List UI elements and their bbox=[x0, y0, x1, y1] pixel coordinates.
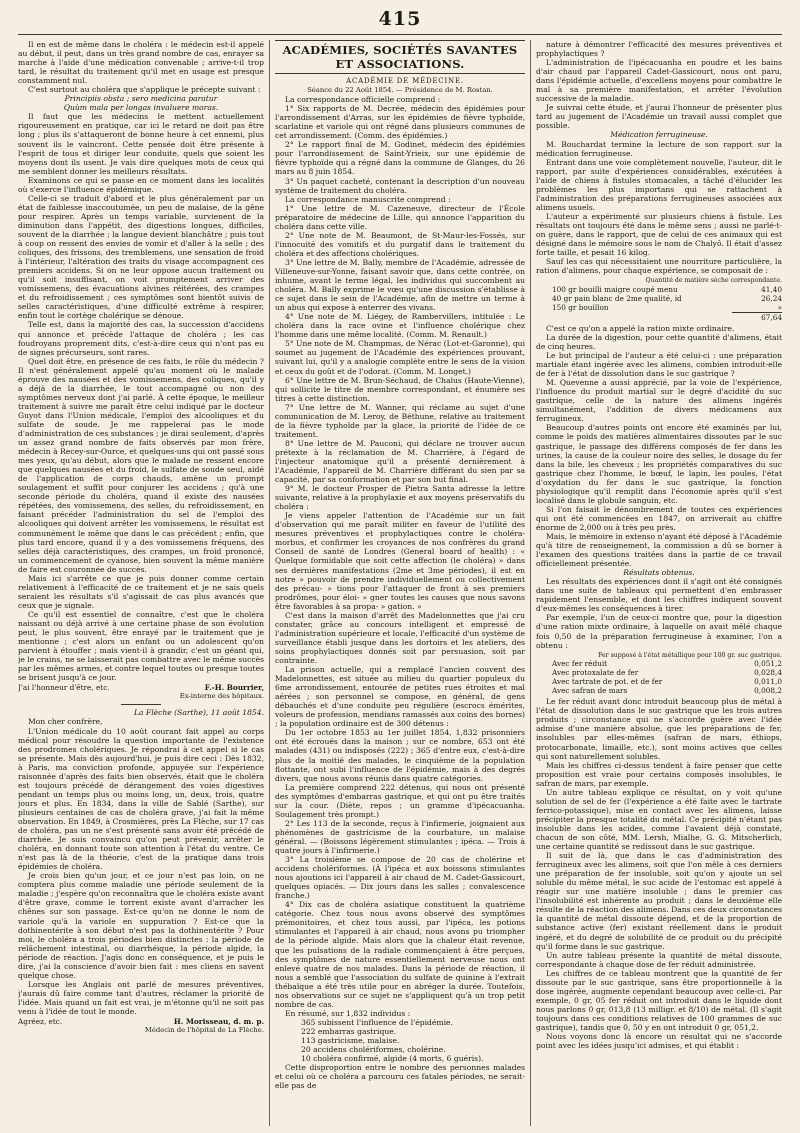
paragraph: Il faut que les médecins le mettent actuellement rigoureusement en pratique, car ici le retard ne doit pas être long ; plus ils s'attaqueront de bonne heure à cet ennemi, plus souvent ils le vaincront. Cette pensée doit être présente à l'esprit de tous et diriger leur conduite, quels que soient les moyens dont ils usent. Je vais dire quelques mots de ceux qui me semblent donner les meilleurs résultats. bbox=[18, 112, 264, 176]
paragraph: Il en est de même dans le choléra : le médecin est-il appelé au début, il peut, dans un très grand nombre de cas, enrayer sa marche à l'aide d'une médication convenable ; arrive-t-il trop tard, le résultat du traitement qu'il met en usage est presque constamment nul. bbox=[18, 40, 264, 86]
column-2 bbox=[275, 40, 525, 1128]
signature-block bbox=[18, 1017, 264, 1026]
ration-total: 67,64 bbox=[732, 312, 782, 322]
list-item: 222 embarras gastrique. bbox=[301, 1026, 397, 1036]
paragraph: Un autre tableau explique ce résultat, on y voit qu'une solution de sel de fer (l'expérience a été faite avec le tartrate ferrico-potassique), mise en contact avec les alimens, laisse précipiter la presque totalité du métal. Ce précipité n'étant pas insoluble dans les acides, comme l'avaient déjà constaté, chacun de son côté, MM. Lersh, Mialhe, G. G. Mitscherlich, une certaine quantité se redissout dans le suc gastrique. bbox=[536, 787, 782, 852]
iron-row bbox=[552, 677, 782, 686]
paragraph: Les résultats des expériences dont il s'agit ont été consignés dans une suite de tableaux qui permettent d'en embrasser rapidement l'ensemble, et dont les chiffres indiquent souvent d'eux-mêmes les conséquences à tirer. bbox=[536, 577, 782, 614]
iron-row bbox=[552, 659, 782, 668]
paragraph: Cette disproportion entre le nombre des personnes malades et celui où ce choléra a parcouru ces fatales périodes, ne serait-elle pas de bbox=[275, 1063, 525, 1091]
paragraph: 4° Une note de M. Liégey, de Rambervillers, intitulée : Le choléra dans la race ovine et l'influence cholérique chez l'homme dans une même localité. (Comm. M. Renault.) bbox=[275, 312, 525, 340]
iron-item: Avec tartrate de pot. et de fer bbox=[552, 677, 663, 687]
session-line: Séance du 22 Août 1854. — Présidence de M. Rostan. bbox=[307, 86, 493, 95]
paragraph: 1° Six rapports de M. Decrée, médecin des épidémies pour l'arrondissement d'Arras, sur les épidémies de fièvre typhoïde, scarlatine et variole qui ont régné dans plusieurs communes de cet arrondissement. (Comm. des épidémies.) bbox=[275, 104, 525, 141]
column-divider bbox=[530, 40, 531, 1126]
paragraph: Entrant dans une voie complètement nouvelle, l'auteur, dit le rapport, par suite d'expériences considérables, exécutées à l'aide de chiens à fistules stomacales, a tâché d'élucider les problèmes les plus importans qui se rattachent à l'administration des préparations ferrugineuses associées aux alimens usuels. bbox=[536, 157, 782, 212]
iron-row bbox=[552, 668, 782, 677]
paragraph: La première comprend 222 détenus, qui nous ont présenté des symptômes d'embarras gastrique, et qui ont pu être traités sur la cour. (Diète, repos ; un gramme d'ipécacuanha. Soulagement très prompt.) bbox=[275, 782, 525, 819]
paragraph: Examinons ce qui se passe en ce moment dans les localités où s'exerce l'influence épidémique. bbox=[18, 175, 264, 194]
paragraph: Sauf les cas qui nécessitaient une nourriture particulière, la ration d'alimens, pour chaque expérience, se composait de : bbox=[536, 257, 782, 276]
paragraph: C'est ce qu'on a appelé la ration mixte ordinaire. bbox=[546, 323, 735, 333]
iron-item: Avec fer réduit bbox=[552, 659, 608, 669]
iron-value: 0,008,2 bbox=[754, 686, 782, 696]
paragraph: La correspondance officielle comprend : bbox=[285, 95, 441, 105]
paragraph: Si l'on faisait le dénombrement de toutes ces expériences qui ont été commencées en 1847, on arriverait au chiffre énorme de 2,000 ou à très peu près. bbox=[536, 504, 782, 532]
paragraph: Lorsque les Anglais ont parlé de mesures préventives, j'aurais dû faire comme tant d'autres, réclamer la priorité de l'idée. Mais quand un fait est vrai, je m'étonne qu'il ne soit pas venu à l'idée de tout le monde. bbox=[18, 979, 264, 1016]
paragraph: nature à démontrer l'efficacité des mesures préventives et prophylactiques ? bbox=[536, 40, 782, 59]
academy-title: ACADÉMIE DE MÉDECINE. bbox=[346, 77, 464, 85]
ration-row bbox=[552, 285, 782, 294]
paragraph: 5° Une note de M. Champmas, de Nérac (Lot-et-Garonne), qui soumet au jugement de l'Académie des expériences prouvant, suivant lui, qu'il y a analogie complète entre le sens de la vision et ceux du goût et de l'odorat. (Comm. M. Longet.) bbox=[275, 339, 525, 376]
iron-value: 0,028,4 bbox=[754, 668, 782, 678]
list-item: 365 subissent l'influence de l'épidémie. bbox=[301, 1017, 453, 1027]
paragraph: 7° Une lettre de M. Wanner, qui réclame au sujet d'une communication de M. Leroy, de Béthune, relative au traitement de la fièvre typhoïde par la glace, la priorité de l'idée de ce traitement. bbox=[275, 402, 525, 439]
paragraph: La prison actuelle, qui a remplacé l'ancien couvent des Madelonnettes, est située au milieu du quartier populeux du 6me arrondissement, entourée de petites rues étroites et mal aérées ; son personnel se compose, en général, de gens débauchés et d'une conduite peu régulière (escrocs émérites, voleurs de profession, mendians ramassés aux coins des bornes) ; la population ordinaire est de 300 détenus : bbox=[275, 665, 525, 729]
paragraph: Ce qu'il est essentiel de connaître, c'est que le choléra naissant ou déjà arrivé à une certaine phase de son évolution peut, le plus souvent, être enrayé par le traitement que je mentionne ; c'est alors un enfant ou un adolescent qu'on parvient à étouffer ; mais vient-il à grandir, c'est un géant qui, je le crains, ne se laisserait pas combattre avec le même succès par les mêmes armes, et contre lequel toutes ou presque toutes se brisent jusqu'à ce jour. bbox=[18, 609, 264, 683]
paragraph: Le fer réduit avant donc introduit beaucoup plus de métal à l'état de dissolution dans le suc gastrique que les trois autres produits ; circonstance qui ne s'accorde guère avec l'idée admise d'une manière absolue, que les préparations de fer, insolubles par elles-mêmes (safran de mars, éthiops, protocarbonate, limaille, etc.), sont moins actives que celles qui sont naturellement solubles. bbox=[536, 697, 782, 761]
paragraph: 2° Le rapport final de M. Godinet, médecin des épidémies pour l'arrondissement de Saint-Yrieix, sur une épidémie de fièvre typhoïde qui a régné dans la commune de Glanges, du 26 mars au 8 juin 1854. bbox=[275, 140, 525, 177]
ration-item: 40 gr pain blanc de 2me qualité, id bbox=[552, 293, 682, 303]
iron-value: 0,011,0 bbox=[754, 677, 782, 687]
ration-item: 150 gr bouillon bbox=[552, 302, 609, 312]
paragraph: Mais les chiffres ci-dessus tendent à faire penser que cette proposition est vraie pour certains composés insolubles, le safran de mars, par exemple. bbox=[536, 760, 782, 788]
paragraph: Les chiffres de ce tableau montrent que la quantité de fer dissoute par le suc gastrique, sans être proportionnelle à la dose ingérée, augmente cependant beaucoup avec celle-ci. Par exemple, 0 gr, 05 fer réduit ont introduit dans le liquide dont nous parlons 0 gr, 013,8 (13 milligr. et 8/10) de métal. (Il s'agit toujours dans ces conditions relatives de 100 grammes de suc gastrique), tandis que 0, 50 y en ont introduit 0 gr, 051,2. bbox=[536, 968, 782, 1032]
paragraph: 8° Une lettre de M. Pauconi, qui déclare ne trouver aucun prétexte à la réclamation de M. Charrière, à l'égard de l'injecteur anatomique qu'il a présenté dernièrement à l'Académie, l'appareil de M. Charrière différant du sien par sa capacité, par sa conformation et par son but final. bbox=[275, 438, 525, 485]
paragraph: En résumé, sur 1,832 individus : bbox=[285, 1008, 411, 1018]
paragraph: M. Quevenne a aussi apprécié, par la voie de l'expérience, l'influence du produit martial sur le degré d'acidité du suc gastrique, celle de la nature des alimens ingérés simultanément, l'addition de divers médicamens aux ferrugineux. bbox=[536, 378, 782, 424]
paragraph: M. Bouchardat termine la lecture de son rapport sur la médication ferrugineuse. bbox=[536, 139, 782, 158]
ration-row bbox=[552, 303, 782, 312]
paragraph: 2° Une note de M. Beaumont, de St-Maur-les-Fossés, sur l'innocuité des vomitifs et du purgatif dans le traitement du choléra et des affections cholériques. bbox=[275, 230, 525, 258]
paragraph: Mais, le mémoire in extenso n'ayant été déposé à l'Académie qu'à titre de renseignement, la commission a dû se borner à l'examen des questions traitées dans la partie de ce travail officiellement présentée. bbox=[536, 531, 782, 569]
paragraph: Beaucoup d'autres points ont encore été examinés par lui, comme le poids des matières alimentaires dissoutes par le suc gastrique, le passage des différens composés de fer dans les urines, la cause de la couleur noire des selles, le dosage du fer dans la bile, les cheveux ; les propriétés comparatives du suc gastrique chez l'homme, le bœuf, le lapin, les poules, l'état d'oxydation du fer dans le suc gastrique, la fonction physiologique qu'il remplit dans l'économie après qu'il s'est localisé dans le globule sanguin, etc. bbox=[536, 423, 782, 505]
author-title: Médecin de l'hôpital de La Flèche. bbox=[144, 1026, 264, 1035]
paragraph: 1° Une lettre de M. Cazeneuve, directeur de l'École préparatoire de médecine de Lille, qui annonce l'apparition du choléra dans cette ville. bbox=[275, 203, 525, 231]
author-name: H. Morisseau, d. m. p. bbox=[173, 1017, 264, 1027]
section-heading: ACADÉMIES, SOCIÉTÉS SAVANTES ET ASSOCIATIONS. bbox=[275, 40, 525, 74]
closing: J'ai l'honneur d'être, etc. bbox=[18, 683, 110, 693]
paragraph: L'Union médicale du 10 août courant fait appel au corps médical pour résoudre la question importante de l'existence des prodromes cholériques. Je répondrai à cet appel si le cas se présente. Mais dès aujourd'hui, je puis dire ceci : Dès 1832, à Paris, ma conviction profonde, appuyée sur l'expérience raisonnée d'après des faits bien observés, était que le choléra est toujours précédé de dérangement des voies digestives pendant un temps plus ou moins long, un, deux, trois, quatre jours et plus. En 1834, dans la ville de Sablé (Sarthe), sur plusieurs centaines de cas de choléra grave, j'ai fait la même observation. En 1849, à Crosmières, près La Flèche, sur 17 cas de choléra, pas un ne s'est présenté sans avoir été précédé de diarrhée. Je suis convaincu qu'on peut prévenir, arrêter le choléra, en donnant toute son attention à l'état du ventre. Ce n'est pas là de la théorie, c'est de la pratique dans trois épidémies de choléra. bbox=[18, 726, 264, 872]
paragraph: Je crois bien qu'un jour, et ce jour n'est pas loin, on ne comptera plus comme maladie une période seulement de la maladie ; j'espère qu'on reconnaîtra que le choléra existe avant d'être grave, comme le torrent existe avant d'arracher les chênes sur son passage. Est-ce qu'on ne donne le nom de variole qu'à la variole en suppuration ? Est-ce que la dothinentérite à son début n'est pas la dothinentérite ? Pour moi, le choléra a trois périodes bien distinctes : la période de relâchement intestinal, ou diarrhéique, la période algide, la période de réaction. J'agis donc en conséquence, et je puis le dire, j'ai la conscience d'avoir bien fait : mes cliens en savent quelque chose. bbox=[18, 871, 264, 980]
paragraph: 3° La troisième se compose de 20 cas de cholérine et accidens cholériformes. (À l'ipéca et aux boissons stimulantes nous ajoutions ici l'appareil à air chaud de M. Cadet-Gassicourt, quelques opiacés. — Dix jours dans les salles ; convalescence franche.) bbox=[275, 855, 525, 901]
header-rule bbox=[18, 34, 782, 35]
ration-value: » bbox=[777, 302, 782, 312]
column-3 bbox=[536, 40, 782, 1128]
list-item: 10 choléra confirmé, algide (4 morts, 6 guéris). bbox=[301, 1054, 484, 1064]
paragraph: 3° Un paquet cacheté, contenant la description d'un nouveau système de traitement du choléra. bbox=[275, 176, 525, 195]
paragraph: Par exemple, l'un de ceux-ci montre que, pour la digestion d'une ration mixte ordinaire, à laquelle on avait mêlé chaque fois 0,50 de la préparation ferrugineuse à examiner, l'on a obtenu : bbox=[536, 613, 782, 650]
paragraph: L'auteur a expérimenté sur plusieurs chiens à fistule. Les résultats ont toujours été dans le même sens ; aussi ne parlé-t-on guère, dans le rapport, que de celui de ces animaux qui est désigné dans le mémoire sous le nom de Chalyô. Il était d'assez forte taille, et pesait 16 kilog. bbox=[536, 211, 782, 258]
column-divider bbox=[269, 40, 270, 1126]
paragraph: La correspondance manuscrite comprend : bbox=[285, 194, 451, 204]
list-item: 20 accidens cholériformes, cholérine. bbox=[301, 1045, 446, 1055]
paragraph: Quel doit être, en présence de ces faits, le rôle du médecin ? Il n'est généralement appelé qu'au moment où le malade éprouve des nausées et des vomissemens, des coliques, qu'il y a déjà de la diarrhée, le tout accompagné ou non des symptômes nerveux dont j'ai parlé. À cette époque, le meilleur traitement à suivre me paraît être celui indiqué par le docteur Guyot dans l'Union médicale, l'emploi des alcooliques et du sulfate de soude. Je me rappelerai pas le mode d'administration de ces substances ; je dirai seulement, d'après un assez grand nombre de faits observés par mon frère, médecin à Recey-sur-Ource, et quelques-uns qui ont passé sous mes yeux, qu'au début, alors que le malade ne ressent encore que quelques nausées et du froid, le sulfate de soude seul, aidé de l'application de corps chauds, amène un prompt soulagement et suffit pour conjurer les accidens ; qu'à une seconde période du choléra, quand il existe des nausées répétées, des vomissemens, des selles, du refroidissement, en faisant précéder l'administration du sel de l'emploi des alcooliques qui doivent arrêter les vomissemens, le résultat est communément le même que dans le cas précédent ; enfin, que plus tard encore, quand il y a des vomissemens fréquens, des selles déjà caractéristiques, des crampes, un froid prononcé, un commencement de cyanose, bien souvent la même manière de faire est couronnée de succès. bbox=[18, 356, 264, 574]
ration-row bbox=[552, 294, 782, 303]
iron-table-header: Fer supposé à l'état métallique pour 100 gr. suc gastrique. bbox=[598, 651, 782, 659]
paragraph: Un autre tableau présente la quantité de métal dissoute, correspondante à chaque dose de fer réduit administrée. bbox=[536, 950, 782, 969]
author-name: F.-H. Bourrier, bbox=[204, 683, 264, 693]
paragraph: 4° Dix cas de choléra asiatique constituent la quatrième catégorie. Chez tous nous avons observé des symptômes prémonitoires, et chez tous aussi, par l'ipéca, les potions stimulantes et l'appareil à air chaud, nous avons pu triompher de la période algide. Mais alors que la chaleur était revenue, que les pulsations de la radiale commençaient à être perçues, des symptômes de nature essentiellement nerveuse nous ont enlevé quatre de nos malades. Dans la période de réaction, il nous a semblé que l'association du sulfate de quinine à l'extrait thébaïque a été très utile pour en abréger la durée. Toutefois, nos observations sur ce sujet ne s'appliquent qu'à un trop petit nombre de cas. bbox=[275, 900, 525, 1009]
iron-item: Avec protoxalate de fer bbox=[552, 668, 639, 678]
page-number: 415 bbox=[378, 8, 422, 30]
paragraph: Telle est, dans la majorité des cas, la succession d'accidens qui annonce et précède l'attaque de choléra ; les cas foudroyans proprement dits, c'est-à-dire ceux qui n'ont pas eu de signes précurseurs, sont rares. bbox=[18, 320, 264, 357]
salutation: Mon cher confrère, bbox=[28, 717, 103, 727]
paragraph: C'est dans la maison d'arrêt des Madelonnettes que j'ai cru constater, grâce au concours intelligent et empressé de l'administration supérieure et locale, l'efficacité d'un système de surveillance établi jusque dans les dortoirs et les ateliers, des soins prophylactiques donnés soit par persuasion, soit par contrainte. bbox=[275, 610, 525, 665]
ration-value: 26,24 bbox=[761, 293, 782, 303]
iron-row bbox=[552, 686, 782, 695]
ration-table bbox=[552, 277, 782, 322]
ration-value: 41,40 bbox=[761, 284, 782, 294]
paragraph: C'est surtout au choléra que s'applique le précepte suivant : bbox=[28, 85, 261, 95]
paragraph: Je suivrai cette étude, et j'aurai l'honneur de présenter plus tard au jugement de l'Académie un travail aussi complet que possible. bbox=[536, 103, 782, 131]
divider bbox=[121, 704, 161, 705]
iron-table bbox=[552, 652, 782, 696]
paragraph: Mais ici s'arrête ce que je puis donner comme certain relativement à l'efficacité de ce traitement et je ne sais quels seraient les résultats s'il s'agissait de cas plus avancés que ceux que je signale. bbox=[18, 573, 264, 610]
latin-quote: Principiis obsta ; sero medicina paratur bbox=[64, 94, 218, 104]
paragraph: Je viens appeler l'attention de l'Académie sur un fait d'observation qui me paraît militer en faveur de l'utilité des mesures préventives et prophylactiques contre le choléra-morbus, et confirmer les croyances de nos confrères du grand Conseil de santé de Londres (General board of health) : « Quelque formidable que soit cette affection (le choléra) » dans ses dernières manifestations (2me et 3me périodes), il est en notre » pouvoir de prendre individuellement ou collectivement des précau- » tions pour l'attaquer de front à ses premiers prodrômes, pour éloi- » gner toutes les causes que nous savons être favorables à sa propa- » gation. » bbox=[275, 511, 525, 611]
subsection-title: Médication ferrugineuse. bbox=[610, 130, 708, 140]
paragraph: 3° Une lettre de M. Bally, membre de l'Académie, adressée de Villeneuve-sur-Yonne, faisant savoir que, dans cette contrée, on inhume, avant le terme légal, les individus qui succombent au choléra. M. Bally exprime le vœu qu'une discussion s'établisse à ce sujet dans le sein de l'Académie, afin de mettre un terme à un abus qui expose à enterrer des vivans. bbox=[275, 257, 525, 313]
paragraph: La durée de la digestion, pour cette quantité d'alimens, était de cinq heures. bbox=[536, 332, 782, 351]
author-title: Ex-interne des hôpitaux. bbox=[179, 692, 264, 701]
list-item: 113 gastricisme, malaise. bbox=[301, 1035, 400, 1045]
place-date: La Flèche (Sarthe), 11 août 1854. bbox=[133, 708, 264, 718]
iron-value: 0,051,2 bbox=[754, 659, 782, 669]
paragraph: 9° M. le docteur Prosper de Pietra Santa adresse la lettre suivante, relative à la prophylaxie et aux moyens préservatifs du choléra : bbox=[275, 484, 525, 512]
summary-list bbox=[301, 1018, 525, 1063]
subsection-title: Résultats obtenus. bbox=[623, 568, 695, 578]
signature-block bbox=[18, 683, 264, 692]
paragraph: Il suit de là, que dans le cas d'administration des ferrugineux avec les alimens, soit que l'on mêle à ces derniers une préparation de fer insoluble, soit qu'on y ajoute un sel soluble du même métal, le suc acide de l'estomac est appelé à réagir sur une matière insoluble ; dans le premier cas l'insolubilité est inhérente au produit ; dans le deuxième elle résulte de la réaction des alimens. Dans ces deux circonstances la quantité de métal dissoute dépend, et de la proportion de substance active (fer) existant réellement dans le produit ingéré, et du degré de solubilité de ce produit ou du précipité qu'il forme dans le suc gastrique. bbox=[536, 851, 782, 951]
paragraph: 2° Les 113 de la seconde, reçus à l'infirmerie, joignaient aux phénomènes de gastricisme de la courbature, un malaise général. — (Boissons légèrement stimulantes ; ipéca. — Trois à quatre jours à l'infirmerie.) bbox=[275, 818, 525, 855]
closing: Agréez, etc. bbox=[18, 1017, 63, 1027]
iron-item: Avec safran de mars bbox=[552, 686, 628, 696]
paragraph: Celle-ci se traduit d'abord et le plus généralement par un état de faiblesse inaccoutumée, un peu de malaise, de la gêne pour respirer. Après un temps variable, survienent de la diminution dans l'appétit, des digestions longues, difficiles, souvent de la diarrhée ; la langue devient blanchâtre ; puis tout à coup on ressent des envies de vomir et d'aller à la selle ; des coliques, des frissons, des tremblemens, une sensation de froid à l'intérieur, l'altération des traits du visage accompagnent ces premiers accidens. Si on ne leur oppose aucun traitement ou qu'il soit insuffisant, on voit promptement arriver des vomissemens, des évacuations alvines réitérées, des crampes et du refroidissement ; ces symptômes sont bientôt suivis de selles caractéristiques, d'une difficulté extrême à respirer, enfin tout le cortège cholérique se dénoue. bbox=[18, 193, 264, 321]
column-1 bbox=[18, 40, 264, 1128]
ration-table-header: Quantité de matière sèche correspondante. bbox=[645, 277, 782, 285]
paragraph: L'administration de l'ipécacuanha en poudre et les bains d'air chaud par l'appareil Cadet-Gassicourt, nous ont paru, dans l'épidémie actuelle, d'excellens moyens pour combattre le mal à sa première manifestation, et arrêter l'évolution successive de la maladie. bbox=[536, 58, 782, 104]
paragraph: Nous voyons donc là encore un résultat qui ne s'accorde point avec les idées jusqu'ici admises, et qui établit : bbox=[536, 1032, 782, 1051]
paragraph: 6° Une lettre de M. Brun-Séchaud, de Chalus (Haute-Vienne), qui sollicite le titre de membre correspondant, et énumère ses titres à cette distinction. bbox=[275, 375, 525, 403]
ration-item: 100 gr bouilli maigre coupé menu bbox=[552, 284, 678, 294]
paragraph: Le but principal de l'auteur a été celui-ci : une préparation martiale étant ingérée avec les alimens, combien introduit-elle de fer à l'état de dissolution dans le suc gastrique ? bbox=[536, 351, 782, 379]
latin-quote: Quùm mala per longas invaluere moras. bbox=[63, 103, 219, 113]
paragraph: Du 1er octobre 1853 au 1er juillet 1854, 1,832 prisonniers ont été écroués dans la maison ; sur ce nombre, 653 ont été malades (431) ou indisposés (222) ; 365 d'entre eux, c'est-à-dire plus de la moitié des malades, le cinquième de la population flottante, ont subi l'influence de l'épidémie, mais à des degrés divers, que nous avons réunis dans quatre catégories. bbox=[275, 728, 525, 783]
